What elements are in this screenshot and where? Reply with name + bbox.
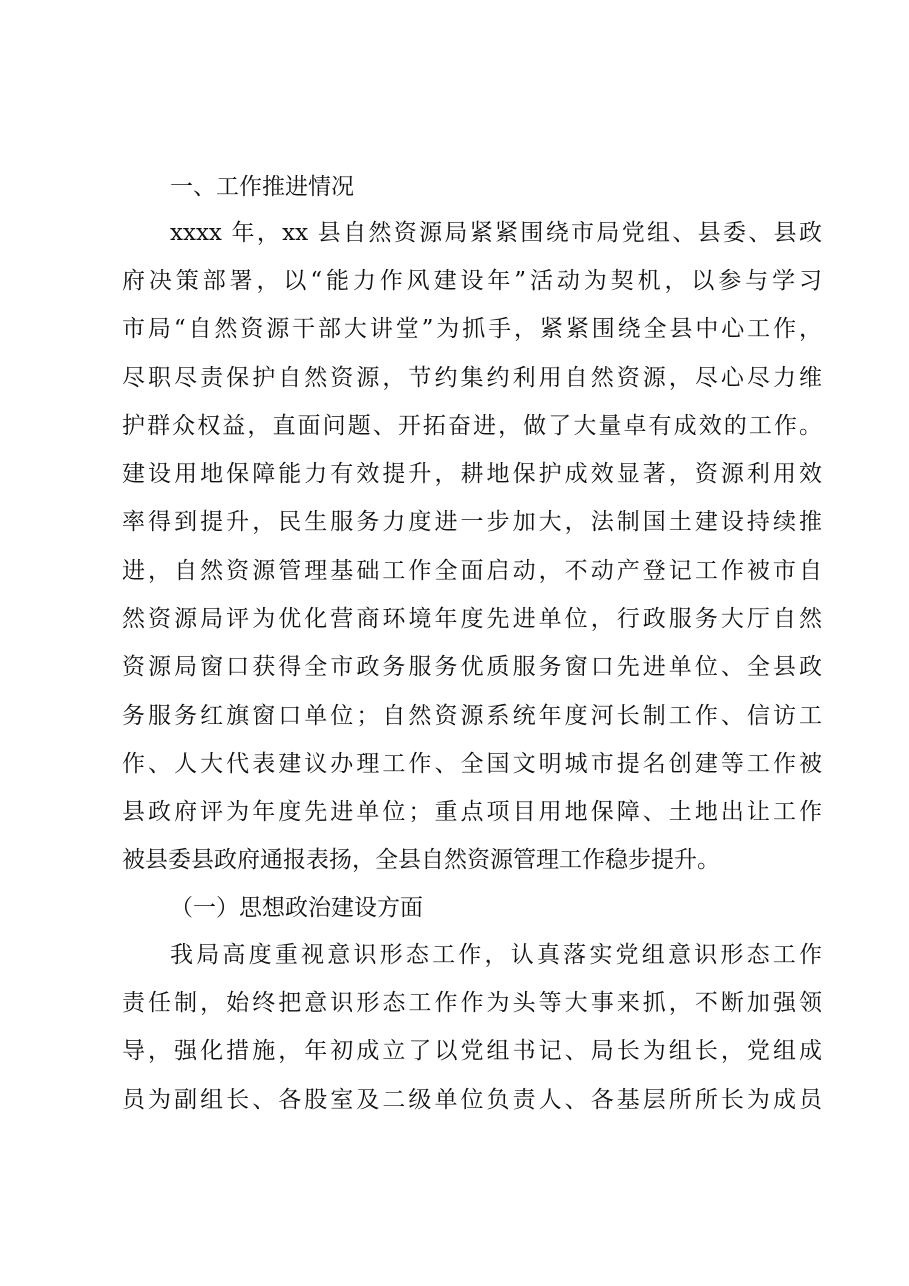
paragraph-line: 进，自然资源管理基础工作全面启动，不动产登记工作被市自 [122, 558, 822, 584]
paragraph-line: 导，强化措施，年初成立了以党组书记、局长为组长，党组成 [122, 1038, 822, 1064]
paragraph-line: 作、人大代表建议办理工作、全国文明城市提名创建等工作被 [122, 751, 822, 777]
paragraph-line: 率得到提升，民生服务力度进一步加大，法制国土建设持续推 [122, 509, 822, 535]
paragraph-line: 市局“自然资源干部大讲堂”为抓手，紧紧围绕全县中心工作， [122, 316, 822, 342]
paragraph-line: 府决策部署，以“能力作风建设年”活动为契机，以参与学习 [122, 268, 822, 294]
paragraph-line: 责任制，始终把意识形态工作作为头等大事来抓，不断加强领 [122, 990, 822, 1016]
paragraph-line: 被县委县政府通报表扬，全县自然资源管理工作稳步提升。 [122, 847, 720, 873]
paragraph-line: 县政府评为年度先进单位；重点项目用地保障、土地出让工作 [122, 799, 822, 825]
paragraph-line: 员为副组长、各股室及二级单位负责人、各基层所所长为成员 [122, 1087, 822, 1113]
paragraph-line: 务服务红旗窗口单位；自然资源系统年度河长制工作、信访工 [122, 703, 822, 729]
paragraph-line: 护群众权益，直面问题、开拓奋进，做了大量卓有成效的工作。 [122, 413, 822, 439]
paragraph-line: 我局高度重视意识形态工作，认真落实党组意识形态工作 [170, 942, 822, 968]
section-heading: 一、工作推进情况 [170, 174, 354, 200]
paragraph-line: xxxx 年，xx 县自然资源局紧紧围绕市局党组、县委、县政 [170, 220, 822, 246]
subsection-heading: （一）思想政治建设方面 [170, 895, 423, 921]
paragraph-line: 尽职尽责保护自然资源，节约集约利用自然资源，尽心尽力维 [122, 365, 822, 391]
paragraph-line: 资源局窗口获得全市政务服务优质服务窗口先进单位、全县政 [122, 654, 822, 680]
paragraph-line: 然资源局评为优化营商环境年度先进单位，行政服务大厅自然 [122, 606, 822, 632]
paragraph-line: 建设用地保障能力有效提升，耕地保护成效显著，资源利用效 [122, 461, 822, 487]
